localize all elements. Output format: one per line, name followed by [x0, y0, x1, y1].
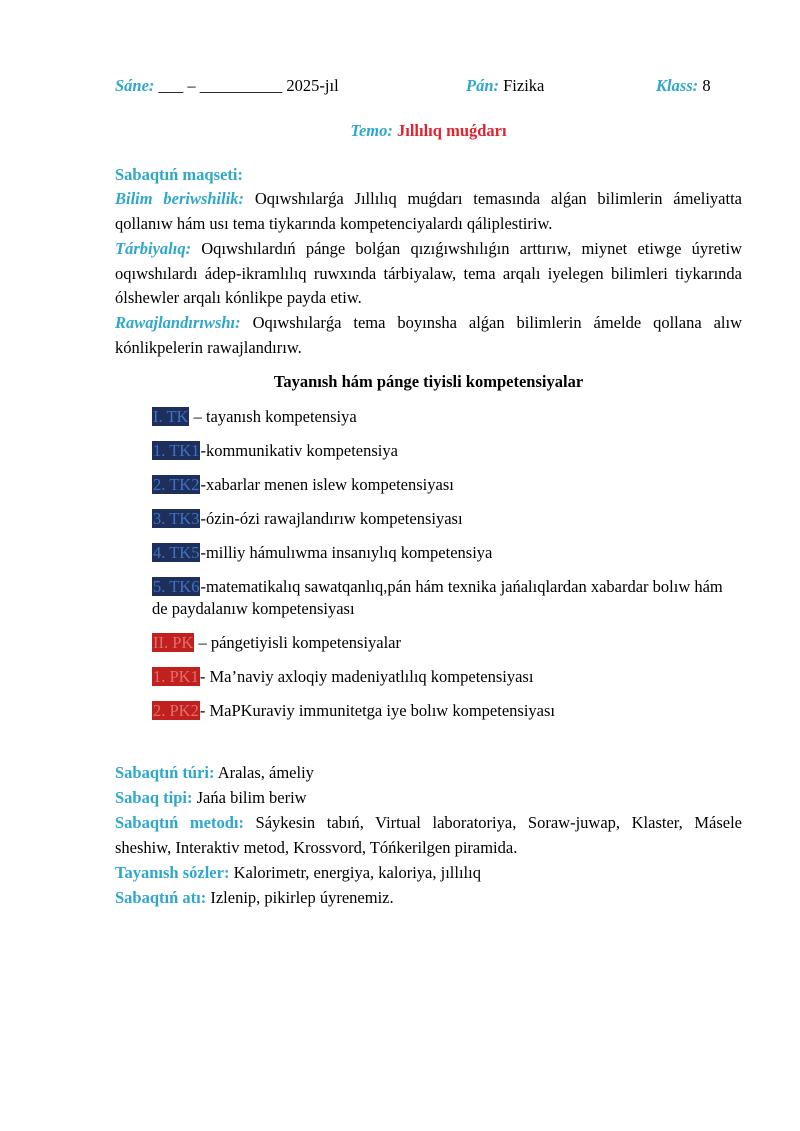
competency-text: – pángetiyisli kompetensiyalar [194, 633, 402, 652]
lesson-type [115, 760, 742, 785]
goal-development [115, 311, 742, 360]
lesson-type-value: Aralas, ámeliy [214, 763, 314, 782]
goal-upbringing [115, 237, 742, 311]
subject-label: Pán: [466, 76, 499, 95]
date-value: ___ – __________ 2025-jıl [154, 76, 339, 95]
lesson-motto-label: Sabaqtıń atı: [115, 888, 207, 907]
competency-tag: 2. TK2 [153, 475, 200, 494]
competency-item [152, 474, 742, 496]
lesson-method-value: Sáykesin tabıń, Virtual laboratoriya, Soraw-juwap, Klaster, Másele sheshiw, Interaktiv metod, Krossvord, Tóńkerilgen piramida. [115, 813, 742, 857]
competency-tag: II. PK [153, 633, 194, 652]
topic-value: Jıllılıq muǵdarı [392, 121, 507, 140]
subject-value: Fizika [499, 76, 545, 95]
lesson-info [115, 760, 742, 910]
lesson-motto [115, 885, 742, 910]
lesson-kind-label: Sabaq tipi: [115, 788, 193, 807]
lesson-type-label: Sabaqtıń túri: [115, 763, 215, 782]
lesson-keywords [115, 860, 742, 885]
class-value: 8 [698, 76, 711, 95]
goal-upbringing-label: Tárbiyalıq: [115, 239, 192, 258]
competency-tag: 3. TK3 [153, 509, 200, 528]
competency-text: – tayanısh kompetensiya [189, 407, 357, 426]
competency-tag: I. TK [153, 407, 189, 426]
goals-title: Sabaqtıń maqseti: [115, 165, 243, 184]
class-field [656, 76, 711, 96]
competency-tag: 1. TK1 [153, 441, 200, 460]
topic-label: Temo: [350, 121, 393, 140]
competency-item [152, 700, 742, 722]
lesson-kind [115, 785, 742, 810]
lesson-method-label: Sabaqtıń metodı: [115, 813, 244, 832]
competencies-title: Tayanısh hám pánge tiyisli kompetensiyalar [273, 372, 584, 391]
goal-education-label: Bilim beriwshilik: [115, 189, 245, 208]
competency-item [152, 406, 742, 428]
competency-text: - MaPKuraviy immunitetga iye bolıw kompetensiyası [199, 701, 555, 720]
header-row [115, 76, 742, 98]
lesson-kind-value: Jańa bilim beriw [192, 788, 307, 807]
competency-item [152, 440, 742, 462]
goal-education [115, 187, 742, 236]
competency-text: -xabarlar menen islew kompetensiyası [200, 475, 454, 494]
goal-development-text: Oqıwshılarǵa tema boyınsha alǵan bilimlerin ámelde qollana alıw kónlikpelerin rawajlandırıw. [115, 313, 742, 357]
competency-item [152, 632, 742, 654]
class-label: Klass: [656, 76, 699, 95]
goal-education-text: Oqıwshılarǵa Jıllılıq muǵdarı temasında alǵan bilimlerin ámeliyatta qollanıw hám usı tema tiykarında kompetenciyalardı qáliplestiriw. [115, 189, 742, 233]
competency-text: -kommunikativ kompetensiya [200, 441, 398, 460]
competency-tag: 5. TK6 [153, 577, 200, 596]
competency-text: -ózin-ózi rawajlandırıw kompetensiyası [200, 509, 463, 528]
competency-item [152, 542, 742, 564]
date-field [115, 76, 339, 96]
lesson-keywords-value: Kalorimetr, energiya, kaloriya, jıllılıq [229, 863, 481, 882]
goal-development-label: Rawajlandırıwshı: [115, 313, 241, 332]
competency-text: - Ma’naviy axloqiy madeniyatlılıq kompetensiyası [199, 667, 534, 686]
competency-tag: 4. TK5 [153, 543, 200, 562]
competency-item [152, 508, 742, 530]
competency-tag: 2. PK2 [153, 701, 199, 720]
competency-text: -matematikalıq sawatqanlıq,pán hám texnika jańalıqlardan xabardar bolıw hám de paydalanıw kompetensiyası [152, 577, 723, 618]
competencies-list [152, 406, 742, 734]
lesson-method [115, 810, 742, 860]
competency-text: -milliy hámulıwma insanıylıq kompetensiya [200, 543, 493, 562]
competency-item [152, 666, 742, 688]
competency-tag: 1. PK1 [153, 667, 199, 686]
subject-field [466, 76, 544, 96]
topic-heading [115, 121, 742, 141]
goal-upbringing-text: Oqıwshılardıń pánge bolǵan qızıǵıwshılıǵın arttırıw, miynet etiwge úyretiw oqıwshılardı ádep-ikramlılıq ruwxında tárbiyalaw, tema arqalı iyelegen bilimleri tiykarında ólshewler arqalı kónlikpe payda etiw. [115, 239, 742, 307]
lesson-keywords-label: Tayanısh sózler: [115, 863, 230, 882]
lesson-motto-value: Izlenip, pikirlep úyrenemiz. [206, 888, 394, 907]
date-label: Sáne: [115, 76, 155, 95]
competency-item [152, 576, 742, 620]
